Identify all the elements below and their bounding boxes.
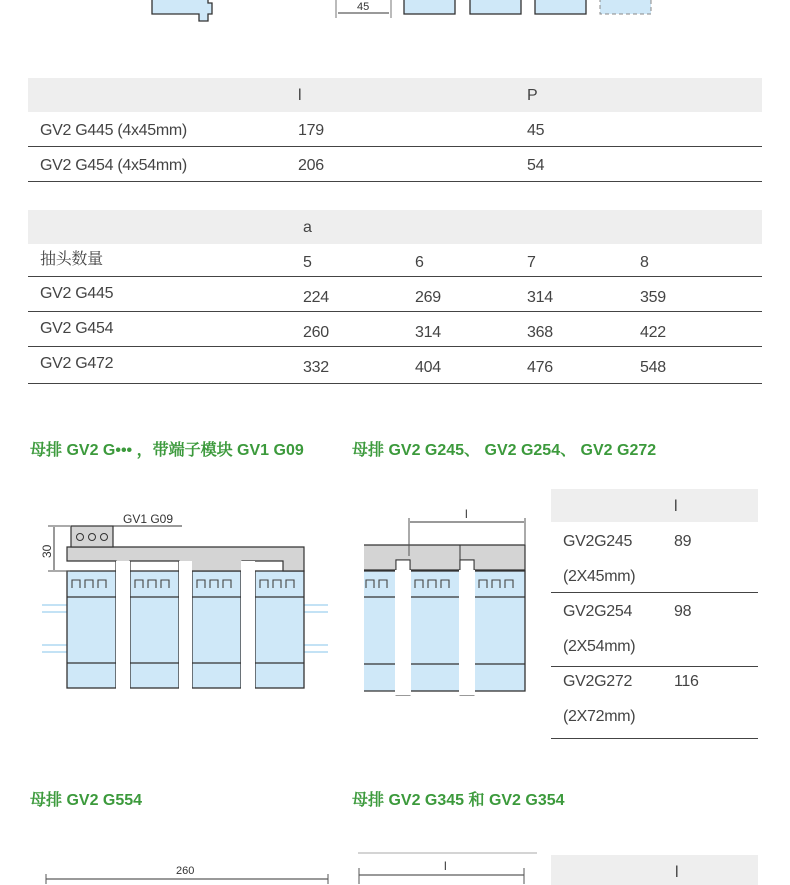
table-cell: 332 bbox=[303, 359, 329, 376]
tap-value: 5 bbox=[303, 254, 312, 271]
height-label: 30 bbox=[40, 544, 54, 558]
table-cell: 224 bbox=[303, 289, 329, 306]
model-cell: GV2G254 bbox=[563, 603, 633, 620]
table-cell: 404 bbox=[415, 359, 441, 376]
table-header bbox=[551, 489, 758, 522]
size-cell: (2X72mm) bbox=[563, 708, 636, 725]
taps-label: 抽头数量 bbox=[40, 251, 103, 268]
dimension-label: 260 bbox=[176, 865, 195, 877]
table-cell: 89 bbox=[674, 533, 692, 550]
model-cell: GV2 G445 bbox=[40, 285, 114, 302]
table-cell: 359 bbox=[640, 289, 666, 306]
tap-value: 7 bbox=[527, 254, 536, 271]
size-cell: (2X54mm) bbox=[563, 638, 636, 655]
model-cell: GV2 G472 bbox=[40, 355, 114, 372]
table-cell: 422 bbox=[640, 324, 666, 341]
row-divider bbox=[551, 738, 758, 739]
table-cell: 476 bbox=[527, 359, 553, 376]
tap-value: 6 bbox=[415, 254, 424, 271]
model-cell: GV2 G454 bbox=[40, 320, 114, 337]
column-header-a: a bbox=[303, 219, 312, 236]
table-cell: 368 bbox=[527, 324, 553, 341]
dimension-label: l bbox=[444, 859, 447, 873]
table-cell: 314 bbox=[415, 324, 441, 341]
column-header-p: P bbox=[527, 87, 538, 104]
tap-value: 8 bbox=[640, 254, 649, 271]
section-title: 母排 GV2 G245、 GV2 G254、 GV2 G272 bbox=[352, 442, 657, 459]
section-title: 母排 GV2 G345 和 GV2 G354 bbox=[352, 792, 565, 809]
table-cell: 260 bbox=[303, 324, 329, 341]
size-cell: (2X45mm) bbox=[563, 568, 636, 585]
module-label: GV1 G09 bbox=[123, 512, 174, 526]
row-divider bbox=[551, 592, 758, 593]
table-cell: 269 bbox=[415, 289, 441, 306]
model-cell: GV2G245 bbox=[563, 533, 633, 550]
table-cell: 179 bbox=[298, 122, 324, 139]
row-divider bbox=[551, 666, 758, 667]
table-cell: 116 bbox=[674, 673, 699, 690]
table-cell: 206 bbox=[298, 157, 324, 174]
table-cell: 45 bbox=[527, 122, 545, 139]
table-cell: 548 bbox=[640, 359, 666, 376]
table-cell: GV2 G454 (4x54mm) bbox=[40, 157, 187, 174]
column-header-l: l bbox=[675, 864, 679, 881]
model-cell: GV2G272 bbox=[563, 673, 633, 690]
table-cell: 98 bbox=[674, 603, 692, 620]
column-header-l: l bbox=[298, 87, 302, 104]
table-cell: 314 bbox=[527, 289, 553, 306]
section-title: 母排 GV2 G554 bbox=[30, 792, 143, 809]
column-header-l: l bbox=[674, 498, 678, 515]
section-title: 母排 GV2 G••• ，带端子模块 GV1 G09 bbox=[30, 442, 304, 459]
table-cell: 54 bbox=[527, 157, 545, 174]
table-cell: GV2 G445 (4x45mm) bbox=[40, 122, 187, 139]
table-header bbox=[551, 855, 758, 885]
dimension-label: l bbox=[465, 507, 468, 521]
dimension-label: 45 bbox=[357, 1, 370, 13]
